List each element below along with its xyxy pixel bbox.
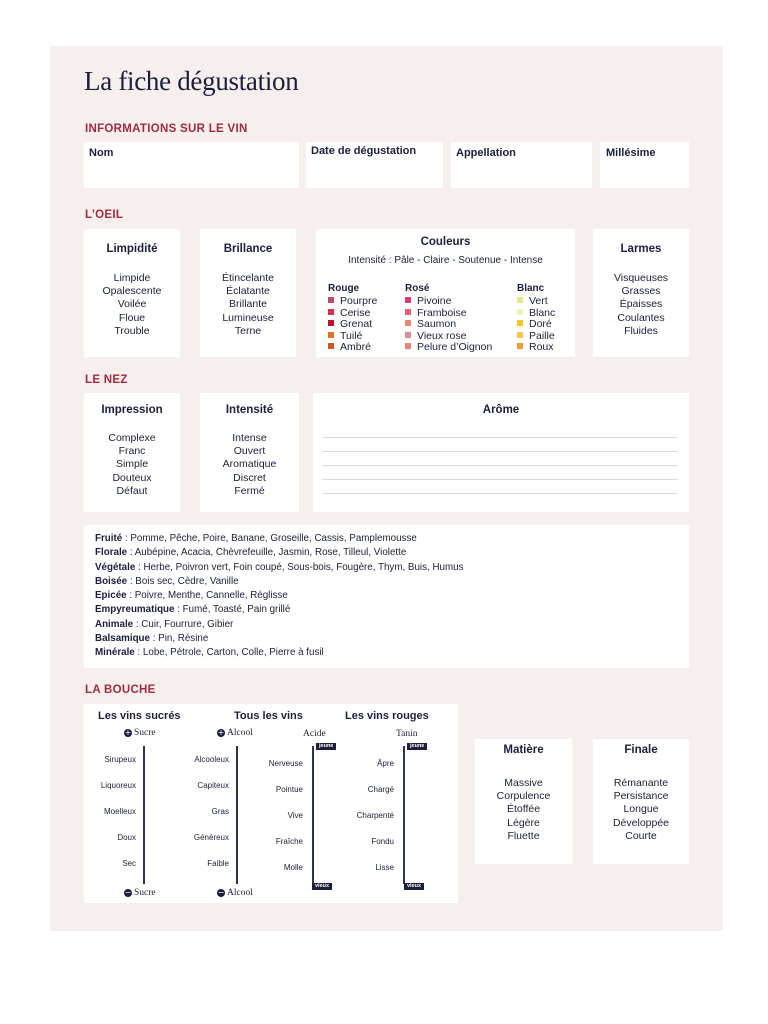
writing-line[interactable]	[323, 493, 677, 494]
color-option[interactable]: Framboise	[405, 308, 492, 320]
option[interactable]: Défaut	[116, 484, 148, 497]
sucre-scale-line[interactable]	[143, 746, 145, 884]
color-option[interactable]: Doré	[517, 319, 555, 331]
option[interactable]: Intense	[232, 432, 267, 444]
color-swatch	[328, 309, 334, 315]
scale-label[interactable]: Doux	[117, 833, 136, 842]
vieux-tag-tanin: vieux	[404, 883, 424, 890]
aroma-family: Balsamique : Pin, Résine	[95, 633, 209, 645]
color-option[interactable]: Grenat	[328, 319, 377, 331]
acide-scale-line[interactable]	[312, 746, 314, 884]
minus-icon: −	[124, 888, 132, 897]
color-swatch	[328, 332, 334, 338]
color-group-rouge	[328, 283, 377, 354]
scale-label[interactable]: Faible	[207, 859, 229, 868]
alcool-minus-label: − Alcool	[217, 888, 253, 898]
scale-label[interactable]: Lisse	[375, 863, 394, 872]
sucre-plus-label: + Sucre	[124, 728, 156, 738]
acide-scale-labels	[248, 759, 303, 889]
writing-line[interactable]	[323, 437, 677, 438]
card-title: Intensité	[225, 404, 274, 416]
jeune-tag-tanin: jeune	[407, 743, 427, 750]
option[interactable]: Coulantes	[617, 311, 665, 324]
color-group-blanc	[517, 283, 555, 354]
sucre-scale-labels	[84, 755, 136, 885]
card-arome	[313, 393, 689, 512]
aroma-family-list	[95, 532, 463, 661]
option[interactable]: Persistance	[613, 790, 669, 803]
option[interactable]: Épaisses	[619, 298, 663, 311]
tanin-label: Tanin	[396, 729, 418, 739]
scale-label[interactable]: Généreux	[193, 833, 229, 842]
color-swatch	[405, 320, 411, 326]
header-vins-rouges: Les vins rouges	[345, 710, 429, 722]
option[interactable]: Trouble	[114, 324, 150, 337]
color-option[interactable]: Ambré	[328, 342, 377, 354]
scale-label[interactable]: Liquoreux	[100, 781, 136, 790]
option[interactable]: Corpulence	[496, 790, 551, 803]
field-label: Appellation	[456, 147, 516, 159]
field-appellation[interactable]	[451, 142, 592, 188]
color-group-rose	[405, 283, 492, 354]
color-swatch	[517, 332, 523, 338]
color-option[interactable]: Vert	[517, 296, 555, 308]
card-larmes	[593, 229, 689, 357]
option[interactable]: Légère	[507, 816, 540, 829]
option[interactable]: Développée	[612, 816, 670, 829]
scale-label[interactable]: Vive	[287, 811, 303, 820]
color-option[interactable]: Blanc	[517, 308, 555, 320]
option[interactable]: Discret	[233, 471, 266, 484]
field-label: Date de dégustation	[311, 145, 417, 157]
option-list	[84, 272, 180, 338]
writing-line[interactable]	[323, 465, 677, 466]
field-millesime[interactable]	[600, 142, 689, 188]
option[interactable]: Éclatante	[226, 285, 270, 298]
card-intensite	[200, 393, 299, 512]
option[interactable]: Simple	[115, 458, 149, 471]
aroma-family: Boisée : Bois sec, Cèdre, Vanille	[95, 575, 239, 587]
scale-label[interactable]: Sec	[122, 859, 136, 868]
card-title: Couleurs	[420, 236, 471, 248]
aroma-family: Végétale : Herbe, Poivron vert, Foin coupé, Sous-bois, Fougère, Thym, Buis, Humus	[95, 561, 464, 573]
tanin-scale-line[interactable]	[403, 746, 405, 884]
scale-label[interactable]: Fraîche	[275, 837, 303, 846]
option[interactable]: Étoffée	[506, 803, 541, 816]
option[interactable]: Complexe	[108, 432, 156, 444]
color-option[interactable]: Pelure d’Oignon	[405, 342, 492, 354]
card-title: Brillance	[223, 243, 273, 255]
option[interactable]: Visqueuses	[613, 272, 669, 284]
option[interactable]: Fluette	[507, 829, 540, 842]
aroma-family: Fruité : Pomme, Pêche, Poire, Banane, Groseille, Cassis, Pamplemousse	[95, 533, 417, 544]
option[interactable]: Floue	[118, 311, 146, 324]
field-label: Millésime	[606, 147, 656, 159]
card-title: Matière	[503, 744, 544, 756]
option-list	[200, 272, 296, 338]
aroma-family: Epicée : Poivre, Menthe, Cannelle, Réglisse	[95, 590, 288, 602]
color-swatch	[405, 309, 411, 315]
option[interactable]: Fermé	[234, 484, 265, 497]
card-couleurs	[316, 229, 575, 357]
aroma-family: Animale : Cuir, Fourrure, Gibier	[95, 618, 234, 630]
alcool-plus-label: + Alcool	[217, 728, 253, 738]
field-label: Nom	[89, 147, 114, 159]
scale-label[interactable]: Capiteux	[197, 781, 229, 790]
section-title-mouth: LA BOUCHE	[85, 684, 156, 696]
scale-label[interactable]: Molle	[283, 863, 303, 872]
section-title-info: INFORMATIONS SUR LE VIN	[85, 123, 248, 135]
option[interactable]: Massive	[504, 777, 543, 789]
color-option[interactable]: Cerise	[328, 308, 377, 320]
color-option[interactable]: Pivoine	[405, 296, 492, 308]
intensity-scale: Intensité : Pâle - Claire - Soutenue - Intense	[348, 255, 543, 266]
plus-icon: +	[124, 728, 132, 737]
option[interactable]: Brillante	[229, 298, 267, 311]
card-aroma-families	[84, 525, 689, 668]
scale-label[interactable]: Âpre	[377, 759, 394, 768]
option[interactable]: Franc	[118, 445, 146, 458]
scale-label[interactable]: Alcooleux	[194, 755, 229, 764]
card-finale	[593, 739, 689, 864]
color-option[interactable]: Pourpre	[328, 296, 377, 308]
color-swatch	[405, 343, 411, 349]
color-option[interactable]: Paille	[517, 331, 555, 343]
color-swatch	[517, 297, 523, 303]
sucre-minus-label: − Sucre	[124, 888, 156, 898]
color-swatch	[405, 332, 411, 338]
alcool-scale-labels	[174, 755, 229, 885]
color-option[interactable]: Saumon	[405, 319, 492, 331]
section-title-nose: LE NEZ	[85, 374, 128, 386]
alcool-scale-line[interactable]	[236, 746, 238, 884]
aroma-family: Florale : Aubépine, Acacia, Chèvrefeuille, Jasmin, Rose, Tilleul, Violette	[95, 547, 407, 559]
option-list	[84, 432, 180, 498]
plus-icon: +	[217, 728, 225, 737]
writing-line[interactable]	[323, 479, 677, 480]
aroma-family: Empyreumatique : Fumé, Toasté, Pain grillé	[95, 604, 291, 616]
color-group-title: Blanc	[517, 283, 545, 294]
card-brillance	[200, 229, 296, 357]
color-option[interactable]: Tuilé	[328, 331, 377, 343]
option[interactable]: Courte	[625, 829, 657, 842]
card-title: Impression	[101, 404, 163, 416]
header-tous-les-vins: Tous les vins	[234, 710, 303, 722]
card-title: Finale	[624, 744, 658, 756]
color-group-title: Rouge	[328, 283, 360, 294]
color-swatch	[517, 343, 523, 349]
option-list	[593, 272, 689, 338]
field-nom[interactable]	[84, 142, 299, 188]
minus-icon: −	[217, 888, 225, 897]
color-option[interactable]: Vieux rose	[405, 331, 492, 343]
card-title: Arôme	[482, 404, 520, 416]
tanin-scale-labels	[334, 759, 394, 889]
card-limpidite	[84, 229, 180, 357]
writing-line[interactable]	[323, 451, 677, 452]
jeune-tag-acide: jeune	[316, 743, 336, 750]
scale-label[interactable]: Charpenté	[356, 811, 394, 820]
color-swatch	[328, 343, 334, 349]
scale-label[interactable]: Moelleux	[103, 807, 136, 816]
color-option[interactable]: Roux	[517, 342, 555, 354]
card-impression	[84, 393, 180, 512]
color-swatch	[405, 297, 411, 303]
option-list	[200, 432, 299, 498]
section-title-eye: L’OEIL	[85, 209, 124, 221]
option-list	[593, 777, 689, 843]
vieux-tag-acide: vieux	[312, 883, 332, 890]
aroma-family: Minérale : Lobe, Pétrole, Carton, Colle, Pierre à fusil	[95, 647, 324, 659]
scale-label[interactable]: Chargé	[367, 785, 394, 794]
scale-label[interactable]: Pointue	[275, 785, 303, 794]
option[interactable]: Rémanante	[613, 777, 669, 789]
color-swatch	[328, 320, 334, 326]
card-matiere	[475, 739, 572, 864]
acide-label: Acide	[303, 729, 326, 739]
option[interactable]: Fluides	[624, 324, 658, 337]
option[interactable]: Ouvert	[233, 445, 266, 458]
color-swatch	[517, 320, 523, 326]
color-swatch	[328, 297, 334, 303]
option-list	[475, 777, 572, 843]
color-group-title: Rosé	[405, 283, 430, 294]
option[interactable]: Limpide	[113, 272, 151, 284]
option[interactable]: Aromatique	[222, 458, 277, 471]
card-mouth-scales	[84, 704, 458, 903]
option[interactable]: Opalescente	[102, 285, 162, 298]
option[interactable]: Grasses	[621, 285, 661, 298]
option[interactable]: Douteux	[112, 471, 152, 484]
field-date-degustation[interactable]	[306, 142, 443, 188]
page-title: La fiche dégustation	[84, 66, 299, 96]
option[interactable]: Terne	[234, 324, 262, 337]
scale-label[interactable]: Fondu	[371, 837, 394, 846]
option[interactable]: Voilée	[117, 298, 147, 311]
scale-label[interactable]: Nerveuse	[268, 759, 303, 768]
scale-label[interactable]: Sirupeux	[104, 755, 136, 764]
header-vins-sucres: Les vins sucrés	[98, 710, 181, 722]
card-title: Limpidité	[106, 243, 158, 255]
card-title: Larmes	[620, 243, 662, 255]
option[interactable]: Étincelante	[222, 272, 274, 284]
scale-label[interactable]: Gras	[211, 807, 229, 816]
color-swatch	[517, 309, 523, 315]
option[interactable]: Longue	[623, 803, 659, 816]
option[interactable]: Lumineuse	[222, 311, 274, 324]
